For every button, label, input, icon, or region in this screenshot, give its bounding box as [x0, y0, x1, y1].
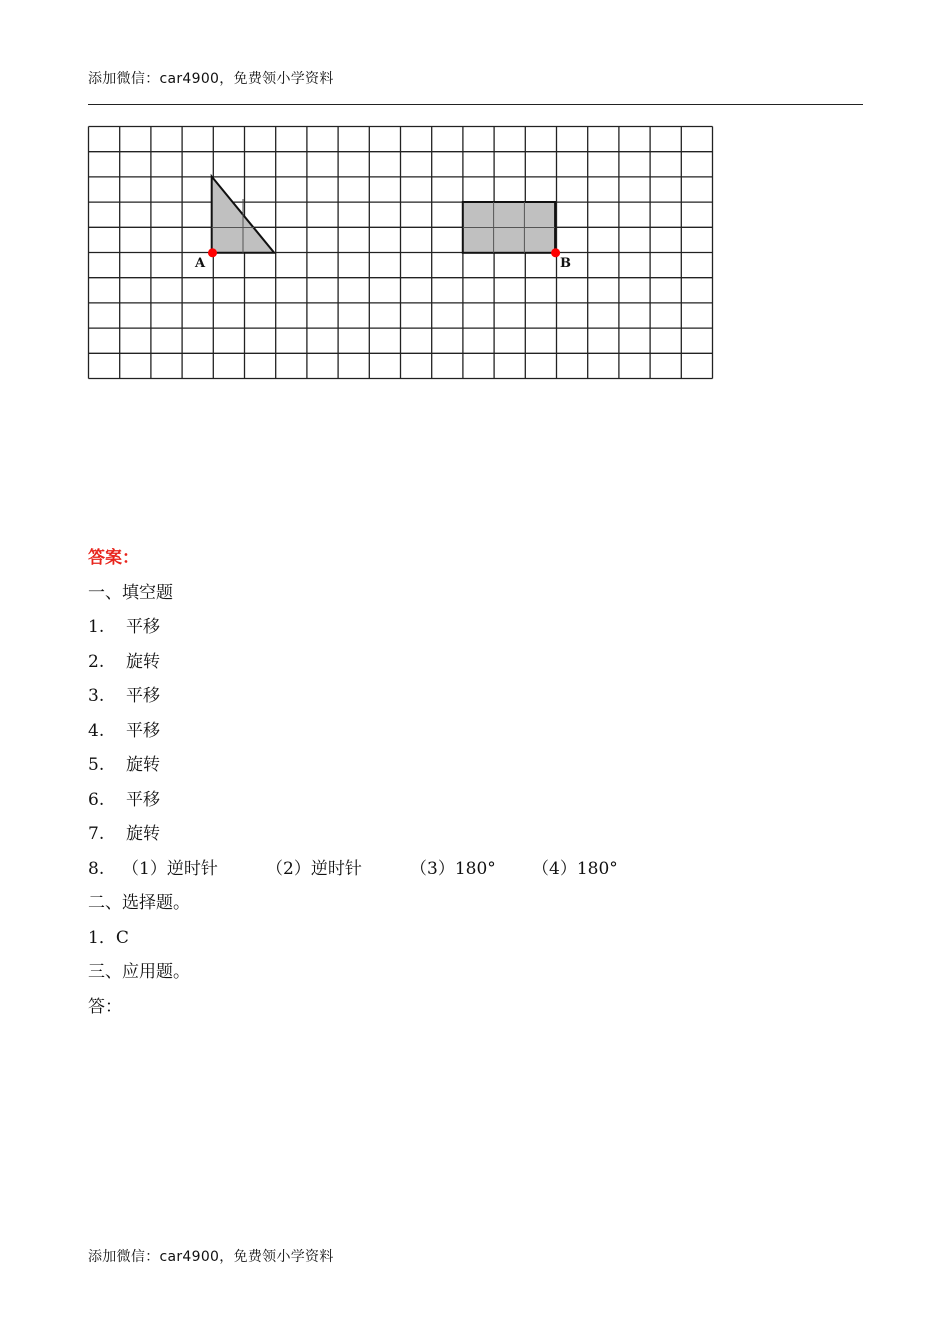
point-b-label: B	[560, 256, 571, 271]
choice-answer: 1．C	[88, 927, 129, 948]
section-heading-application: 三、应用题。	[88, 962, 190, 982]
fill-answers-list	[88, 615, 618, 891]
list-item: 6. 平移	[88, 789, 160, 810]
list-item: 2. 旋转	[88, 651, 160, 672]
list-item: 7. 旋转	[88, 824, 160, 844]
page-header: 添加微信：car4900，免费领小学资料	[88, 71, 334, 87]
application-answer-label: 答：	[88, 996, 122, 1017]
list-item: 4. 平移	[88, 720, 160, 741]
answer-section	[88, 546, 618, 1029]
list-item: 1. 平移	[88, 617, 160, 637]
answer-title: 答案：	[88, 548, 139, 568]
list-item-q8: 8. （1）逆时针 （2）逆时针 （3）180° （4）180°	[88, 858, 618, 879]
grid-lines	[89, 127, 713, 379]
section-heading-choice: 二、选择题。	[88, 893, 190, 913]
section-heading-fill: 一、填空题	[88, 582, 173, 603]
grid-figure	[86, 124, 716, 382]
point-a-label: A	[195, 256, 206, 271]
list-item: 3. 平移	[88, 686, 160, 706]
point-b-marker	[551, 248, 560, 257]
page-footer: 添加微信：car4900，免费领小学资料	[88, 1249, 334, 1265]
header-divider	[88, 104, 863, 105]
point-a-marker	[208, 248, 217, 257]
list-item: 5. 旋转	[88, 755, 160, 775]
